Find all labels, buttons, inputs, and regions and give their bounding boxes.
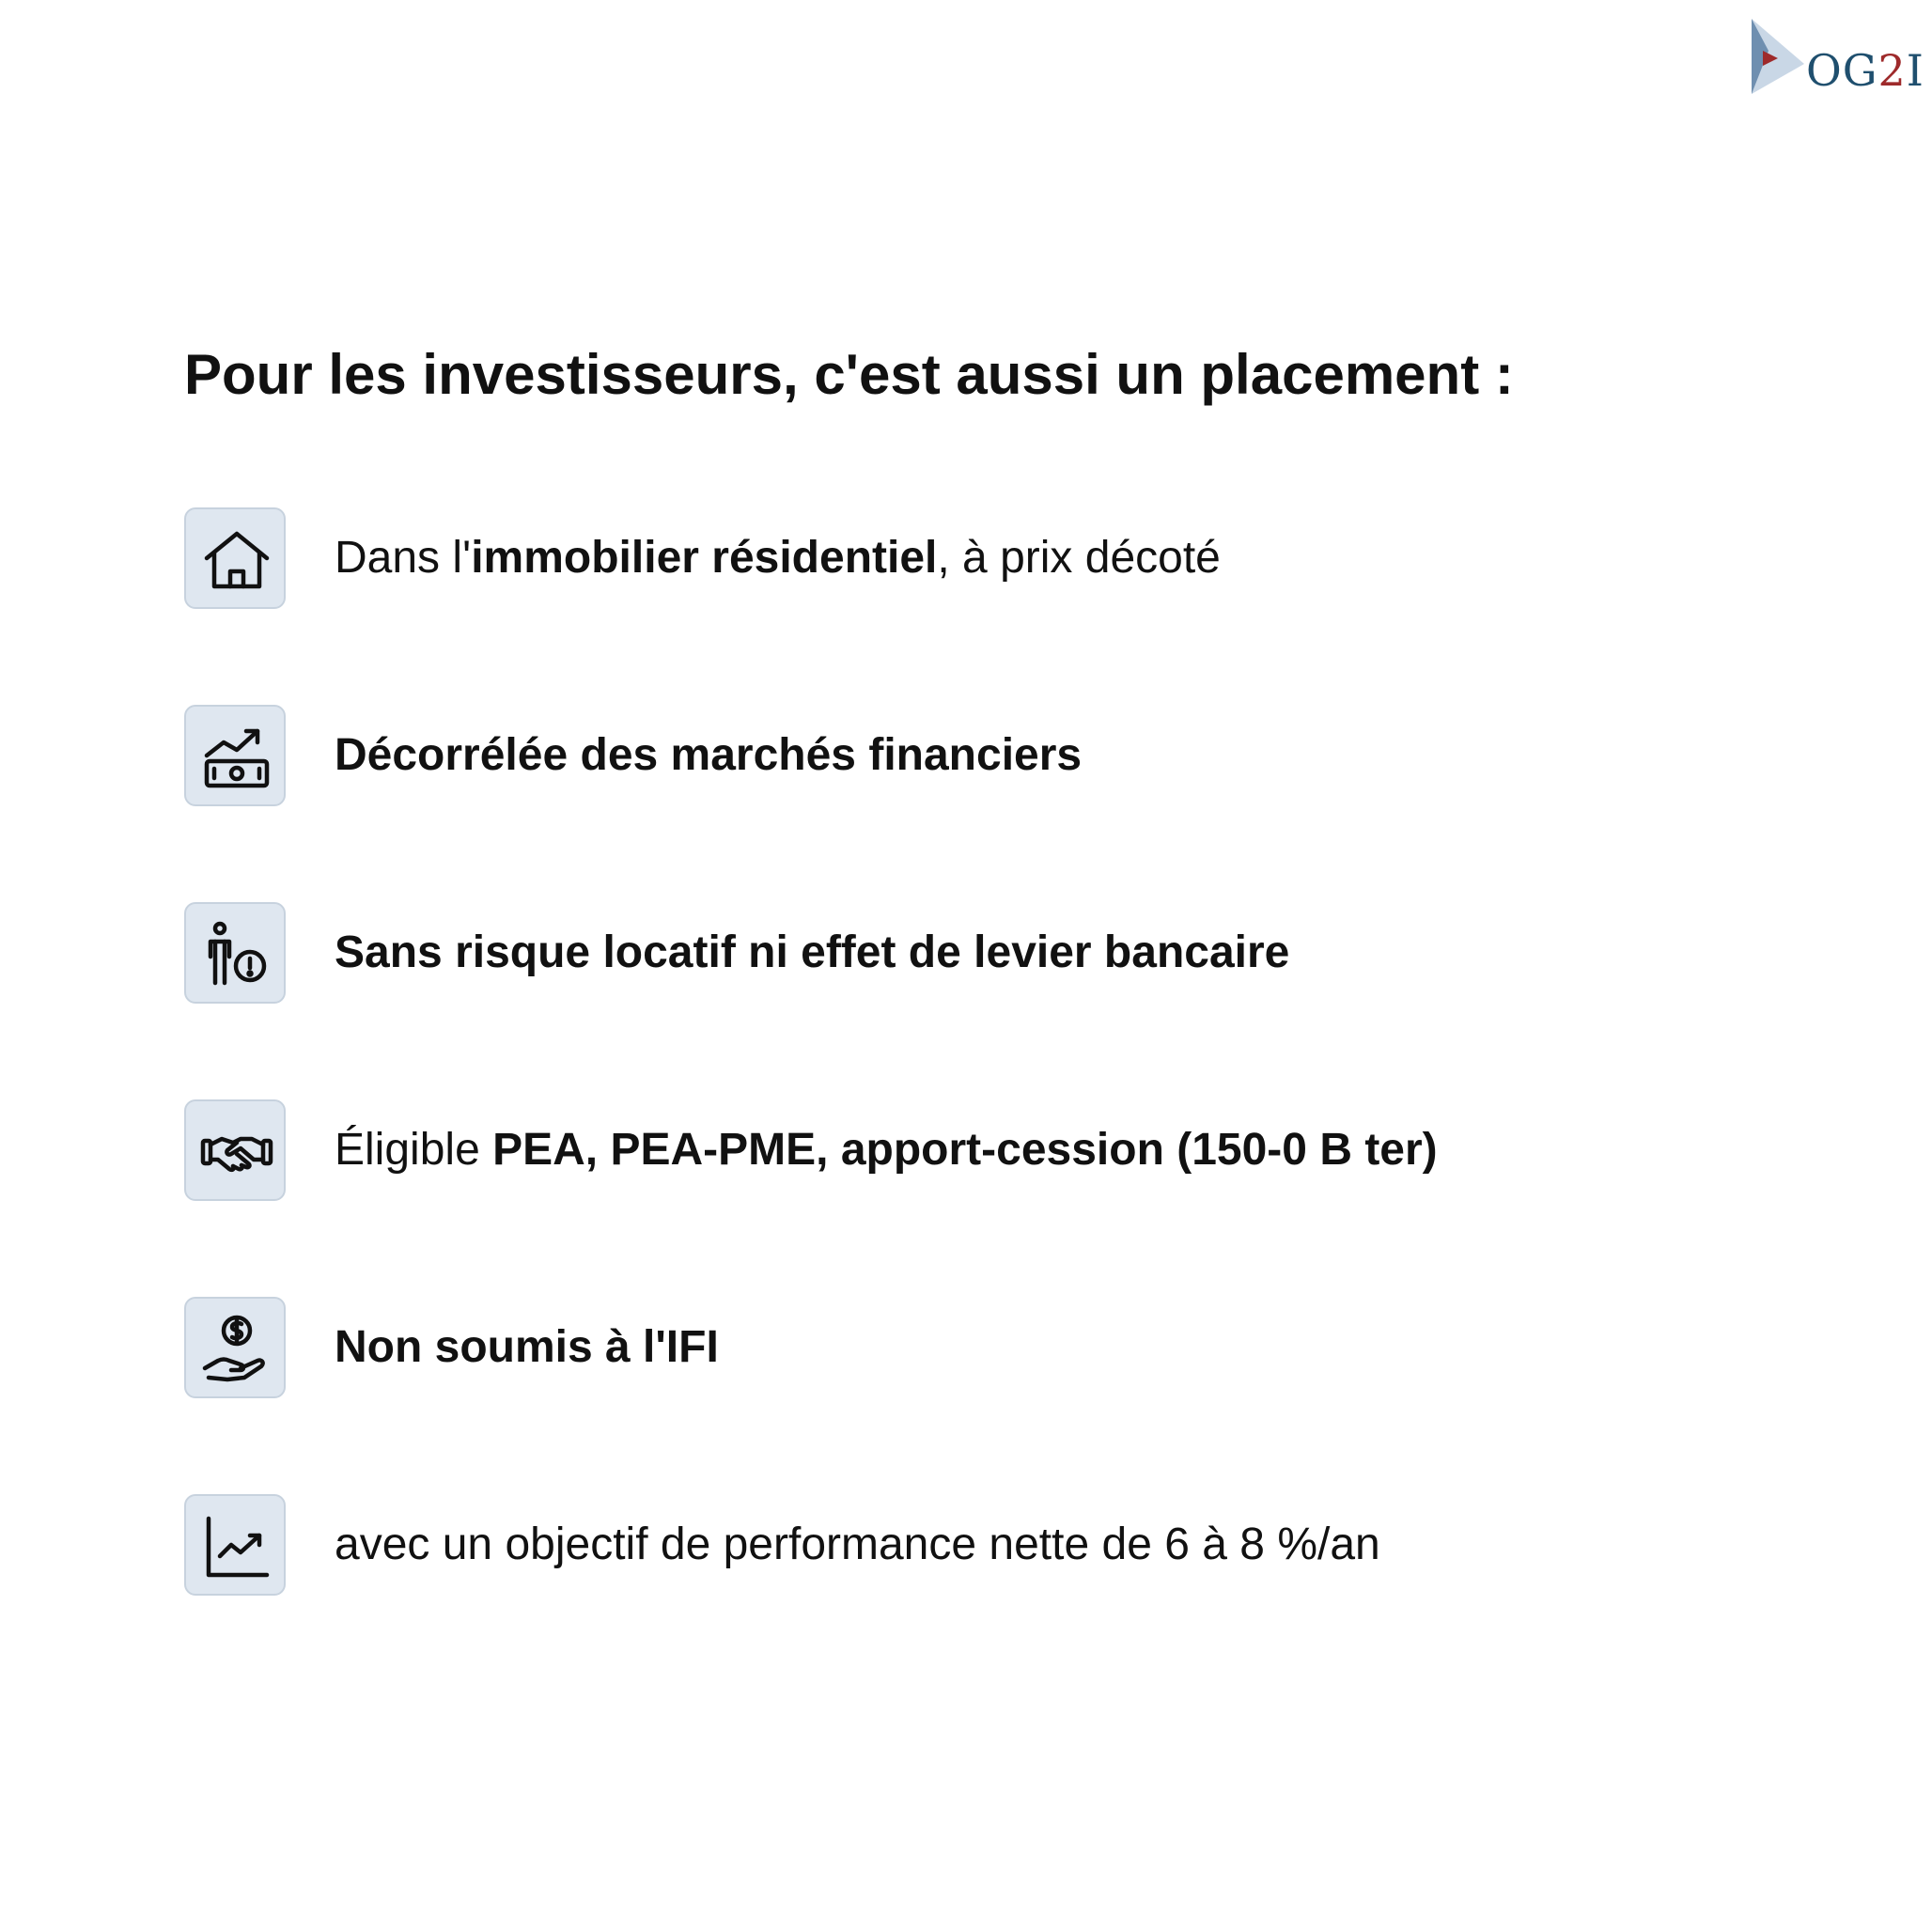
money-growth-icon: [184, 705, 286, 806]
list-item: [184, 902, 1838, 1007]
item-text: avec un objectif de performance nette de 6 à 8 %/an: [335, 1520, 1380, 1570]
logo-text: OG2I: [1806, 45, 1924, 96]
handshake-icon: [184, 1099, 286, 1201]
house-icon: [184, 507, 286, 609]
item-text: Décorrélée des marchés financiers: [335, 730, 1083, 781]
item-text: Éligible PEA, PEA-PME, apport-cession (150-0 B ter): [335, 1125, 1438, 1176]
list-item: [184, 1494, 1838, 1599]
og2i-logo: [1750, 17, 1928, 98]
page-title: Pour les investisseurs, c'est aussi un placement :: [184, 343, 1514, 406]
hand-coin-icon: [184, 1297, 286, 1398]
item-text: Sans risque locatif ni effet de levier bancaire: [335, 927, 1290, 978]
list-item: [184, 705, 1838, 810]
chart-growth-icon: [184, 1494, 286, 1596]
item-text: Non soumis à l'IFI: [335, 1322, 719, 1373]
list-item: [184, 1297, 1838, 1402]
list-item: [184, 1099, 1838, 1205]
item-text: Dans l'immobilier résidentiel, à prix décoté: [335, 533, 1221, 584]
person-risk-icon: [184, 902, 286, 1004]
logo-arrow-mark: [1750, 17, 1806, 98]
list-item: [184, 507, 1838, 613]
